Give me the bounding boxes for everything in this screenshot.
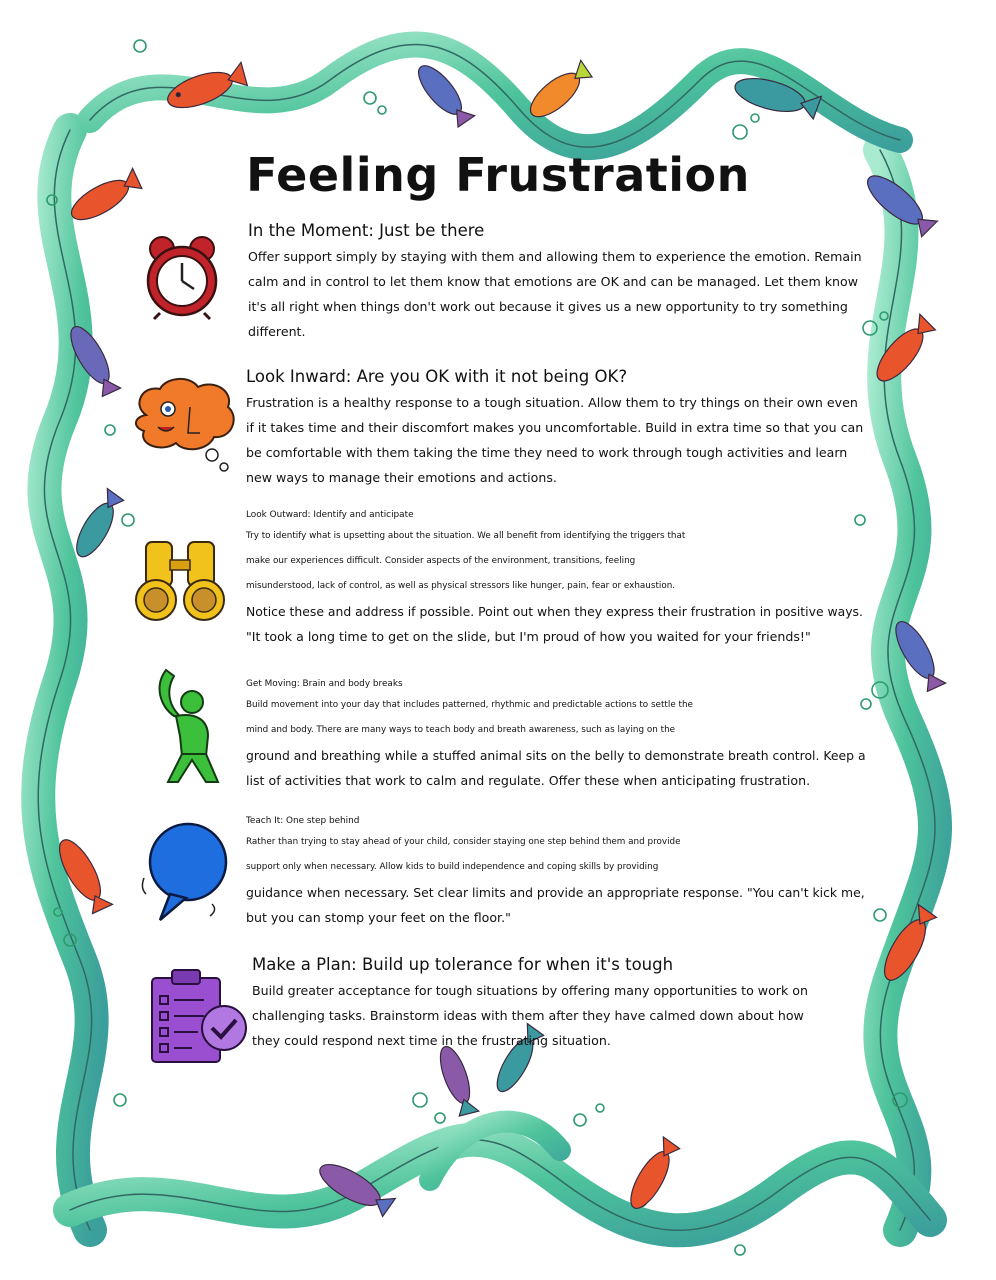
body-line: Frustration is a healthy response to a tough situation. Allow them to try things on their own even [246,395,858,410]
body-line: "It took a long time to get on the slide, but I'm proud of how you waited for your friends!" [246,629,811,644]
body-line: support only when necessary. Allow kids to build independence and coping skills by providing [246,862,659,872]
body-line: misunderstood, lack of control, as well as physical stressors like hunger, pain, fear or exhaustion. [246,581,676,591]
section-look-inward [246,367,863,490]
section-body [246,830,865,930]
stretching-person-icon [146,666,228,786]
body-line: mind and body. There are many ways to teach body and breath awareness, such as laying on the [246,725,676,735]
section-make-a-plan [252,955,808,1053]
body-line: Offer support simply by staying with them and allowing them to experience the emotion. Remain [248,249,862,264]
section-in-the-moment [248,221,862,344]
body-line: different. [248,324,306,339]
section-body [246,524,863,649]
body-line: but you can stomp your feet on the floor." [246,910,511,925]
body-line: guidance when necessary. Set clear limits and provide an appropriate response. "You can't kick me, [246,885,865,900]
section-body [246,693,866,793]
body-line: Notice these and address if possible. Point out when they express their frustration in positive ways. [246,604,863,619]
section-heading: Teach It: One step behind [246,816,360,826]
section-body [252,978,808,1053]
body-line: make our experiences difficult. Consider aspects of the environment, transitions, feeling [246,556,636,566]
body-line: they could respond next time in the frustrating situation. [252,1033,611,1048]
body-line: challenging tasks. Brainstorm ideas with them after they have calmed down about how [252,1008,804,1023]
body-line: Build greater acceptance for tough situations by offering many opportunities to work on [252,983,808,998]
section-heading: In the Moment: Just be there [248,221,485,240]
alarm-clock-icon [138,233,226,321]
section-heading: Get Moving: Brain and body breaks [246,679,403,689]
section-body [248,244,862,344]
speech-bubble-icon [138,818,230,924]
body-line: Build movement into your day that includes patterned, rhythmic and predictable actions to settle the [246,700,693,710]
section-heading: Look Inward: Are you OK with it not being OK? [246,367,628,386]
body-line: it's all right when things don't work out because it gives us a new opportunity to try something [248,299,848,314]
thought-cloud-icon [128,375,240,475]
binoculars-icon [132,538,228,624]
body-line: new ways to manage their emotions and actions. [246,470,557,485]
section-heading: Look Outward: Identify and anticipate [246,510,414,520]
body-line: if it takes time and their discomfort makes you uncomfortable. Build in extra time so that you can [246,420,864,435]
section-get-moving [246,679,866,793]
section-look-outward [246,510,863,649]
section-teach-it [246,816,865,930]
body-line: Try to identify what is upsetting about the situation. We all benefit from identifying the triggers that [246,531,686,541]
body-line: ground and breathing while a stuffed animal sits on the belly to demonstrate breath control. Keep a [246,748,866,763]
body-line: Rather than trying to stay ahead of your child, consider staying one step behind them and provide [246,837,681,847]
page-title: Feeling Frustration [246,148,750,202]
body-line: calm and in control to let them know that emotions are OK and can be managed. Let them know [248,274,859,289]
body-line: list of activities that work to calm and regulate. Offer these when anticipating frustration. [246,773,811,788]
clipboard-checklist-icon [148,968,250,1066]
body-line: be comfortable with them taking the time they need to work through tough activities and learn [246,445,848,460]
section-heading: Make a Plan: Build up tolerance for when it's tough [252,955,674,974]
section-body [246,390,863,490]
